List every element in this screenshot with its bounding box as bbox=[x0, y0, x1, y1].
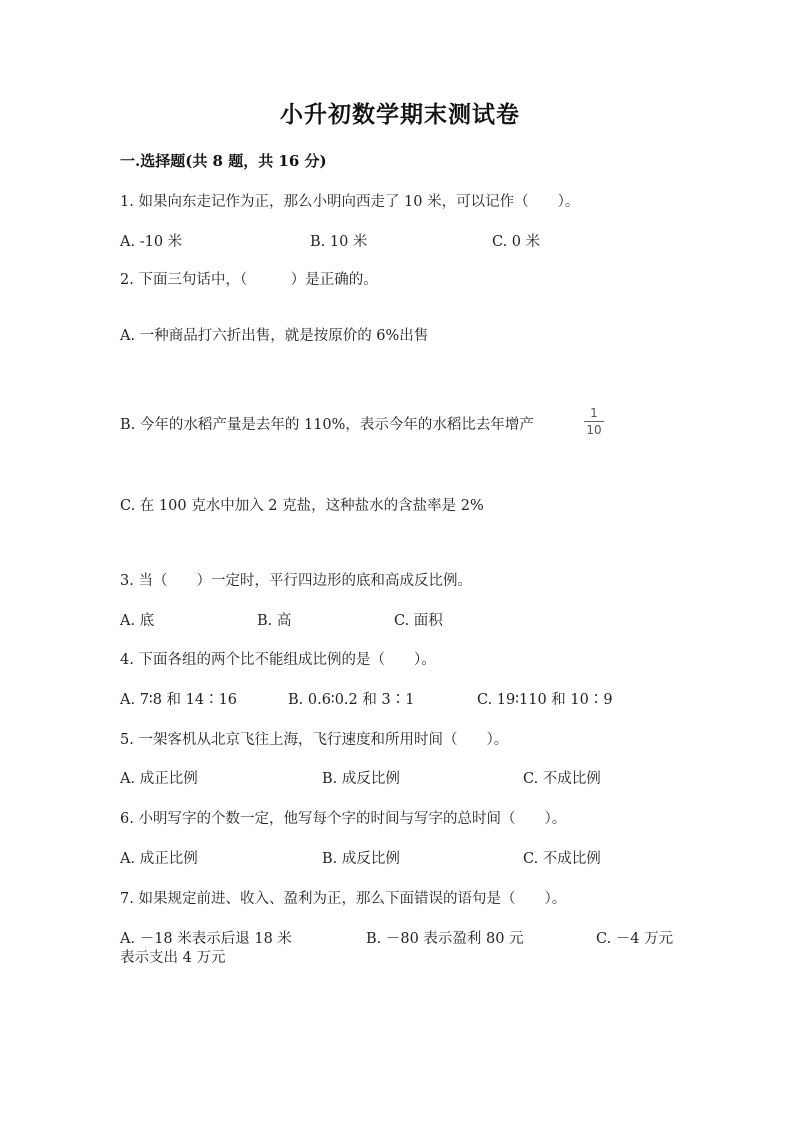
question-7-option-b: B. －80 表示盈利 80 元 bbox=[366, 931, 524, 947]
question-2-option-b: B. 今年的水稻产量是去年的 110%，表示今年的水稻比去年增产 bbox=[120, 417, 534, 433]
question-5-option-b: B. 成反比例 bbox=[322, 771, 400, 787]
question-6-option-c: C. 不成比例 bbox=[523, 851, 601, 867]
question-4: 4. 下面各组的两个比不能组成比例的是（ ）。 bbox=[120, 652, 436, 668]
question-1: 1. 如果向东走记作为正，那么小明向西走了 10 米，可以记作（ ）。 bbox=[120, 194, 580, 210]
question-4-option-a: A. 7∶8 和 14∶16 bbox=[120, 692, 238, 708]
fraction-denominator: 10 bbox=[586, 423, 602, 437]
question-5: 5. 一架客机从北京飞往上海，飞行速度和所用时间（ ）。 bbox=[120, 732, 509, 748]
question-7: 7. 如果规定前进、收入、盈利为正，那么下面错误的语句是（ ）。 bbox=[120, 891, 567, 907]
fraction-bar bbox=[584, 421, 604, 422]
question-1-option-b: B. 10 米 bbox=[310, 234, 368, 250]
question-2-option-c: C. 在 100 克水中加入 2 克盐，这种盐水的含盐率是 2% bbox=[120, 498, 484, 514]
question-3: 3. 当（ ）一定时，平行四边形的底和高成反比例。 bbox=[120, 573, 472, 589]
page-title: 小升初数学期末测试卷 bbox=[280, 101, 520, 128]
question-2: 2. 下面三句话中，（ ）是正确的。 bbox=[120, 272, 378, 288]
question-6: 6. 小明写字的个数一定，他写每个字的时间与写字的总时间（ ）。 bbox=[120, 811, 567, 827]
question-5-option-a: A. 成正比例 bbox=[120, 771, 198, 787]
question-6-option-b: B. 成反比例 bbox=[322, 851, 400, 867]
question-1-option-a: A. -10 米 bbox=[120, 234, 183, 250]
question-3-option-a: A. 底 bbox=[120, 613, 155, 629]
question-3-option-c: C. 面积 bbox=[394, 613, 443, 629]
question-2-option-a: A. 一种商品打六折出售，就是按原价的 6%出售 bbox=[120, 328, 429, 344]
fraction-numerator: 1 bbox=[590, 406, 598, 420]
question-5-option-c: C. 不成比例 bbox=[523, 771, 601, 787]
question-7-option-c-continuation: 表示支出 4 万元 bbox=[120, 950, 226, 966]
question-1-option-c: C. 0 米 bbox=[492, 234, 541, 250]
question-3-option-b: B. 高 bbox=[257, 613, 292, 629]
question-7-option-c: C. －4 万元 bbox=[596, 931, 674, 947]
question-7-option-a: A. －18 米表示后退 18 米 bbox=[120, 931, 292, 947]
question-4-option-b: B. 0.6∶0.2 和 3∶1 bbox=[288, 692, 415, 708]
question-6-option-a: A. 成正比例 bbox=[120, 851, 198, 867]
section-heading: 一.选择题(共 8 题，共 16 分) bbox=[120, 152, 327, 170]
question-4-option-c: C. 19∶110 和 10∶9 bbox=[477, 692, 613, 708]
fraction-one-tenth bbox=[583, 406, 605, 437]
